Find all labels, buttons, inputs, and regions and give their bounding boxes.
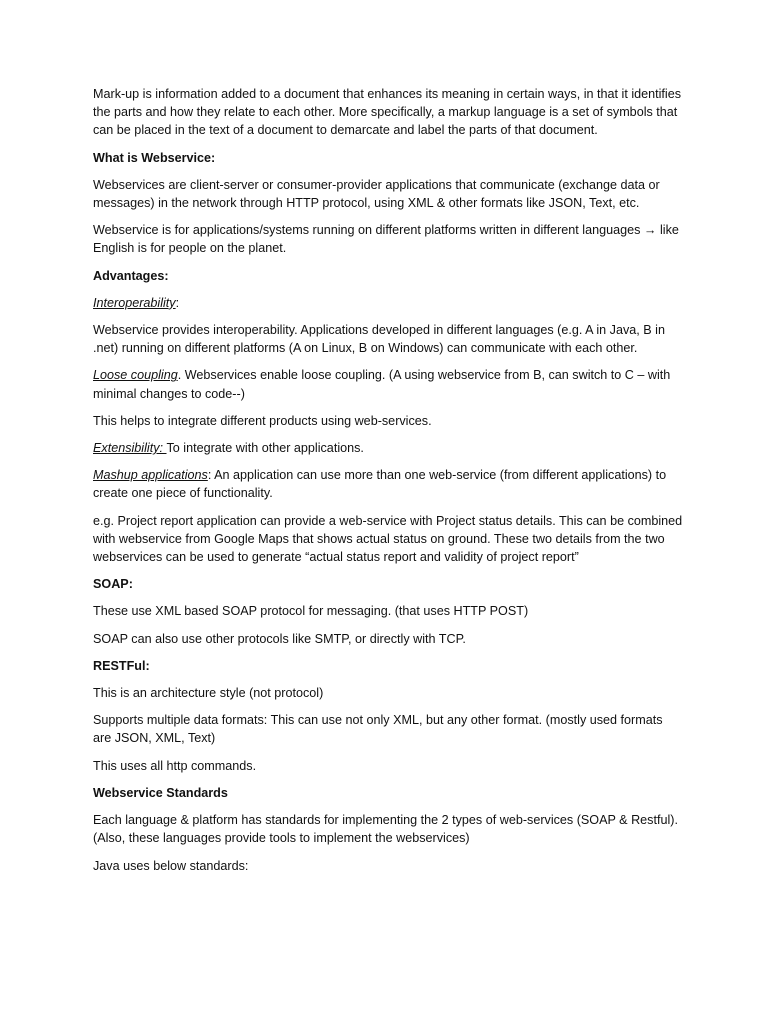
extensibility-text: To integrate with other applications. [166, 441, 364, 456]
integrate-text: This helps to integrate different products using web-services. [93, 413, 432, 428]
interoperability-heading [93, 294, 683, 312]
example-paragraph: e.g. Project report application can provide a web-service with Project status details. This can be combined with webservice from Google Maps that shows actual status on ground. These two details from the two webservices can be used to generate “actual status report and validity of project report” [93, 513, 683, 565]
interoperability-term: Interoperability [93, 295, 176, 310]
standards-heading: Webservice Standards [93, 785, 228, 800]
standards-text: Each language & platform has standards for implementing the 2 types of web-services (SOAP & Restful). (Also, these languages provide tools to implement the webservices) [93, 813, 678, 846]
restful-text-1: This is an architecture style (not protocol) [93, 686, 324, 701]
markup-paragraph: Mark-up is information added to a document that enhances its meaning in certain ways, in that it identifies the parts and how they relate to each other. More specifically, a markup language is a set of symbols that can be placed in the text of a document to demarcate and label the parts of that document. [93, 87, 682, 138]
interoperability-text: Webservice provides interoperability. Applications developed in different languages (e.g. A in Java, B in .net) running on different platforms (A on Linux, B on Windows) can communicate with each other. [93, 323, 665, 356]
document-page [93, 85, 683, 884]
soap-text-1: These use XML based SOAP protocol for messaging. (that uses HTTP POST) [93, 604, 529, 619]
soap-text-2: SOAP can also use other protocols like SMTP, or directly with TCP. [93, 631, 466, 646]
interoperability-colon: : [175, 295, 180, 310]
restful-text-3: This uses all http commands. [93, 758, 257, 773]
extensibility-term: Extensibility: [93, 441, 167, 456]
restful-heading: RESTFul: [93, 658, 150, 673]
loose-coupling-paragraph [93, 366, 683, 402]
restful-text-2: Supports multiple data formats: This can use not only XML, but any other format. (mostly used formats are JSON, XML, Text) [93, 713, 663, 746]
loose-coupling-term: Loose coupling [93, 368, 178, 383]
webservice-definition: Webservices are client-server or consumer-provider applications that communicate (exchange data or messages) in the network through HTTP protocol, using XML & other formats like JSON, Text, etc. [93, 177, 660, 211]
webservice-heading: What is Webservice: [93, 150, 216, 165]
mashup-term: Mashup applications [93, 468, 208, 483]
advantages-heading: Advantages: [93, 268, 169, 283]
soap-heading: SOAP: [93, 577, 133, 592]
extensibility-paragraph [93, 439, 683, 457]
webservice-analogy: Webservice is for applications/systems running on different platforms written in different languages → like English is for people on the planet. [93, 223, 679, 256]
java-standards-text: Java uses below standards: [93, 858, 249, 873]
mashup-paragraph [93, 466, 683, 502]
loose-coupling-text: . Webservices enable loose coupling. (A using webservice from B, can switch to C – with minimal changes to code--) [93, 368, 671, 401]
mashup-text: : An application can use more than one web-service (from different applications) to create one piece of functionality. [93, 468, 667, 501]
